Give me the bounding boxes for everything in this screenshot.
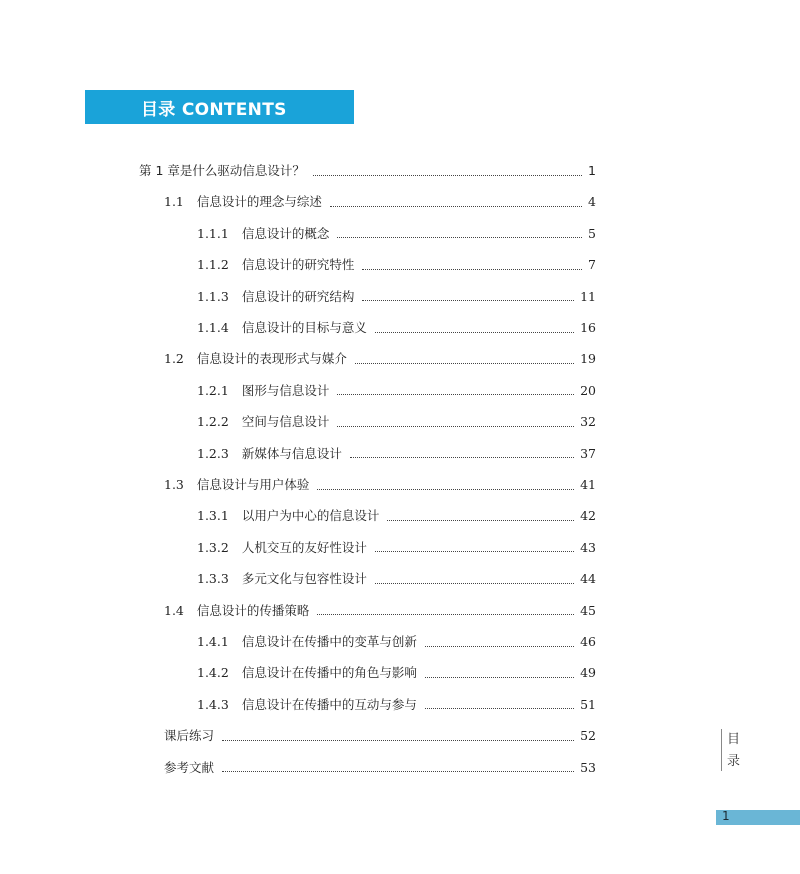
toc-subsection-entry[interactable] xyxy=(197,381,596,401)
toc-entry-number: 1.2.1 xyxy=(197,382,229,398)
toc-section-entry[interactable] xyxy=(164,349,596,369)
side-divider xyxy=(721,729,722,771)
toc-section-entry[interactable] xyxy=(164,601,596,621)
toc-subsection-entry[interactable] xyxy=(197,506,596,526)
toc-entry-page: 41 xyxy=(580,477,596,492)
toc-dot-leader xyxy=(222,761,574,772)
toc-section-entry[interactable] xyxy=(164,192,596,212)
toc-entry-title: 图形与信息设计 xyxy=(241,382,330,398)
toc-entry-title: 以用户为中心的信息设计 xyxy=(241,508,380,524)
toc-entry-title: 信息设计与用户体验 xyxy=(196,477,310,492)
toc-entry-title: 课后练习 xyxy=(164,728,215,744)
toc-entry-title: 信息设计的传播策略 xyxy=(196,602,310,618)
toc-entry-number: 1.4 xyxy=(164,602,184,618)
contents-title: 目录 CONTENTS xyxy=(141,99,287,120)
side-label-bottom: 录 xyxy=(727,754,741,769)
toc-dot-leader xyxy=(317,479,574,490)
toc-dot-leader xyxy=(375,541,574,552)
toc-entry-page: 51 xyxy=(580,696,596,712)
toc-subsection-entry[interactable] xyxy=(197,632,596,652)
toc-entry-number: 1.1.2 xyxy=(197,257,229,273)
toc-entry-number: 1.4.2 xyxy=(197,665,229,681)
toc-entry-page: 45 xyxy=(580,602,596,618)
toc-entry-page: 1 xyxy=(588,163,596,178)
toc-entry-title: 多元文化与包容性设计 xyxy=(241,571,367,587)
toc-entry-page: 43 xyxy=(580,539,596,555)
toc-entry-page: 46 xyxy=(580,634,596,649)
toc-entry-page: 52 xyxy=(580,728,596,744)
toc-subsection-entry[interactable] xyxy=(197,255,596,275)
toc-section-entry[interactable] xyxy=(164,726,596,746)
toc-entry-page: 11 xyxy=(580,288,596,304)
toc-entry-number: 1.4.3 xyxy=(197,696,229,712)
toc-entry-number: 1.1 xyxy=(164,194,184,210)
toc-entry-title: 信息设计的概念 xyxy=(241,225,330,241)
toc-dot-leader xyxy=(337,227,582,238)
toc-entry-title: 是什么驱动信息设计？ xyxy=(179,163,305,178)
toc-entry-number: 1.3 xyxy=(164,477,184,492)
toc-entry-page: 49 xyxy=(580,665,596,681)
toc-entry-number: 1.3.1 xyxy=(197,508,229,524)
toc-dot-leader xyxy=(355,353,574,364)
toc-dot-leader xyxy=(425,667,574,678)
toc-chapter-entry[interactable] xyxy=(139,161,596,181)
toc-entry-number: 1.1.4 xyxy=(197,320,229,335)
toc-dot-leader xyxy=(425,636,574,647)
toc-dot-leader xyxy=(362,290,574,301)
toc-entry-title: 信息设计的研究特性 xyxy=(241,257,355,273)
toc-dot-leader xyxy=(337,384,574,395)
toc-subsection-entry[interactable] xyxy=(197,663,596,683)
toc-entry-title: 信息设计的理念与综述 xyxy=(196,194,322,210)
toc-entry-number: 1.2.3 xyxy=(197,445,229,461)
toc-entry-page: 37 xyxy=(580,445,596,461)
toc-section-entry[interactable] xyxy=(164,758,596,778)
toc-dot-leader xyxy=(317,604,574,615)
toc-entry-number: 1.2 xyxy=(164,351,184,367)
toc-subsection-entry[interactable] xyxy=(197,287,596,307)
toc-entry-page: 5 xyxy=(588,225,596,241)
toc-entry-page: 16 xyxy=(580,320,596,335)
toc-dot-leader xyxy=(350,447,574,458)
toc-entry-number: 1.2.2 xyxy=(197,414,229,430)
toc-dot-leader xyxy=(337,416,574,427)
toc-subsection-entry[interactable] xyxy=(197,695,596,715)
toc-entry-page: 20 xyxy=(580,382,596,398)
toc-entry-page: 53 xyxy=(580,759,596,775)
toc-dot-leader xyxy=(375,322,574,333)
toc-entry-page: 19 xyxy=(580,351,596,367)
toc-entry-number: 1.3.2 xyxy=(197,539,229,555)
toc-subsection-entry[interactable] xyxy=(197,224,596,244)
page-number-tab xyxy=(716,810,800,825)
toc-entry-page: 7 xyxy=(588,257,596,273)
toc-entry-number: 1.4.1 xyxy=(197,634,229,649)
page-number: 1 xyxy=(722,809,730,823)
toc-entry-page: 42 xyxy=(580,508,596,524)
side-label-top: 目 xyxy=(727,732,741,747)
toc-entry-title: 新媒体与信息设计 xyxy=(241,445,342,461)
toc-dot-leader xyxy=(330,196,582,207)
toc-entry-number: 1.1.1 xyxy=(197,225,229,241)
toc-section-entry[interactable] xyxy=(164,475,596,495)
toc-subsection-entry[interactable] xyxy=(197,538,596,558)
toc-entry-number: 第 1 章 xyxy=(139,163,180,178)
toc-entry-title: 信息设计在传播中的变革与创新 xyxy=(241,634,417,649)
toc-entry-title: 信息设计在传播中的角色与影响 xyxy=(241,665,417,681)
toc-subsection-entry[interactable] xyxy=(197,412,596,432)
toc-dot-leader xyxy=(222,730,574,741)
toc-entry-title: 人机交互的友好性设计 xyxy=(241,539,367,555)
toc-dot-leader xyxy=(362,259,582,270)
toc-dot-leader xyxy=(425,698,574,709)
toc-entry-number: 1.1.3 xyxy=(197,288,229,304)
toc-subsection-entry[interactable] xyxy=(197,569,596,589)
toc-dot-leader xyxy=(375,573,574,584)
toc-entry-title: 参考文献 xyxy=(164,759,215,775)
toc-entry-title: 空间与信息设计 xyxy=(241,414,330,430)
toc-subsection-entry[interactable] xyxy=(197,318,596,338)
toc-entry-page: 44 xyxy=(580,571,596,587)
toc-dot-leader xyxy=(387,510,574,521)
toc-entry-number: 1.3.3 xyxy=(197,571,229,587)
toc-subsection-entry[interactable] xyxy=(197,444,596,464)
toc-entry-page: 4 xyxy=(588,194,596,210)
toc-dot-leader xyxy=(313,165,582,176)
side-section-label xyxy=(727,729,741,773)
toc-entry-title: 信息设计的目标与意义 xyxy=(241,320,367,335)
toc-entry-title: 信息设计在传播中的互动与参与 xyxy=(241,696,417,712)
toc-entry-page: 32 xyxy=(580,414,596,430)
toc-entry-title: 信息设计的表现形式与媒介 xyxy=(196,351,347,367)
toc-entry-title: 信息设计的研究结构 xyxy=(241,288,355,304)
